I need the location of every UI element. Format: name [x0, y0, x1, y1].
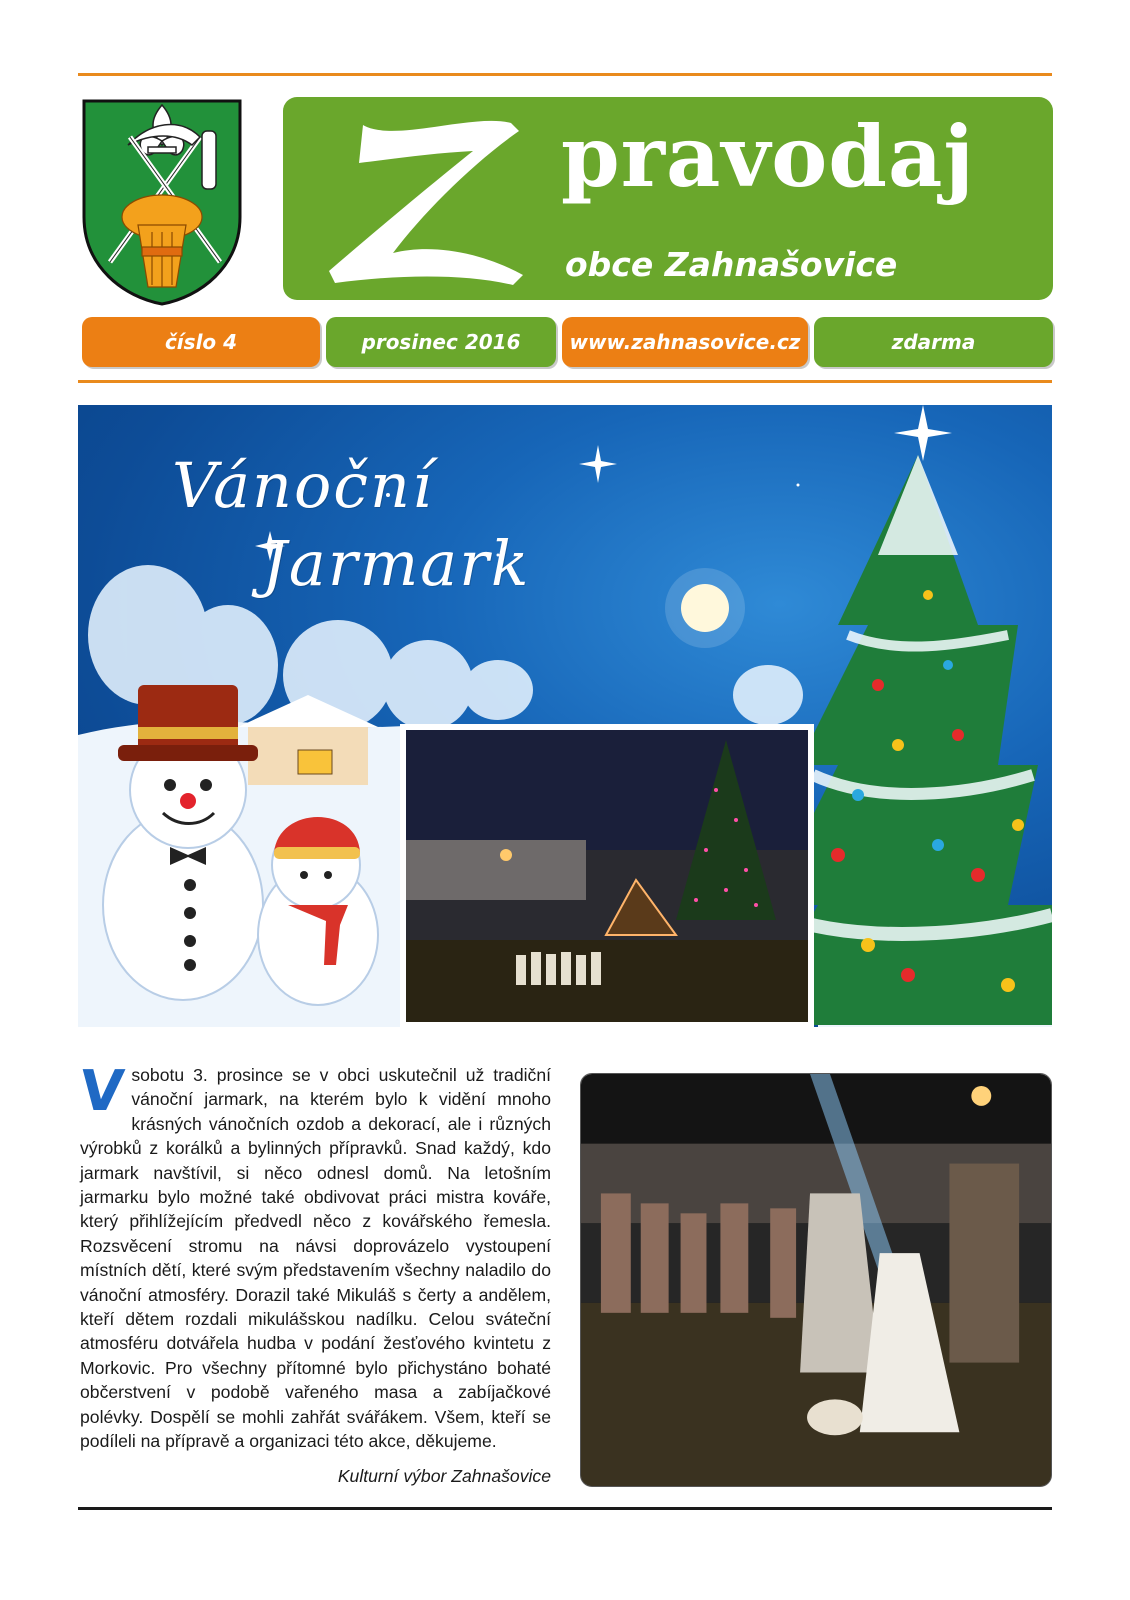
z-letter-logo [323, 103, 533, 293]
info-bar [82, 317, 1053, 367]
hero-illustration [78, 405, 1052, 1027]
website-link[interactable]: www.zahnasovice.cz [562, 317, 808, 367]
drop-cap: V [76, 1059, 127, 1124]
mikulas-photo [580, 1073, 1052, 1487]
masthead-banner [283, 97, 1053, 300]
top-rule [78, 73, 1052, 76]
hero-title-line1: Vánoční [172, 449, 434, 522]
masthead-subtitle: obce Zahnašovice [565, 245, 898, 284]
article-text [76, 1059, 551, 1454]
market-photo [400, 724, 814, 1027]
issue-date: prosinec 2016 [326, 317, 556, 367]
header-rule [78, 380, 1052, 383]
masthead-title: pravodaj [561, 107, 975, 206]
coat-of-arms-icon [80, 97, 244, 307]
article-body: sobotu 3. prosince se v obci uskutečnil už tradiční vánoční jarmark, na kterém bylo k vidění mnoho krásných vánočních ozdob a dekorací, ale i různých výrobků z korálků a bylinných přípravků. Snad každý, kdo jarmark navštívil, si něco odnesl domů. Na letošním jarmarku bylo možné také obdivovat práci mistra kováře, který přihlížejícím předvedl něco z kovářského řemesla. Rozsvěcení stromu na návsi doprovázelo vystoupení místních dětí, které svým představením všechny naladilo do vánoční atmosféry. Dorazil také Mikuláš s čerty a andělem, kteří dětem rozdali mikulášskou nadílku. Celou sváteční atmosféru dotvářela hudba v podání žesťového kvintetu z Morkovic. Pro všechny přítomné bylo přichystáno bohaté občerstvení v podobě vařeného masa a zabíjačkové polévky. Dospělí se mohli zahřát svářákem. Všem, kteří se podíleli na přípravě a organizaci této akce, děkujeme. [80, 1065, 551, 1452]
hero-title-line2: Jarmark [262, 527, 531, 600]
bottom-rule [78, 1507, 1052, 1510]
price-label: zdarma [814, 317, 1053, 367]
issue-number: číslo 4 [82, 317, 320, 367]
article-signature: Kulturní výbor Zahnašovice [337, 1466, 551, 1486]
